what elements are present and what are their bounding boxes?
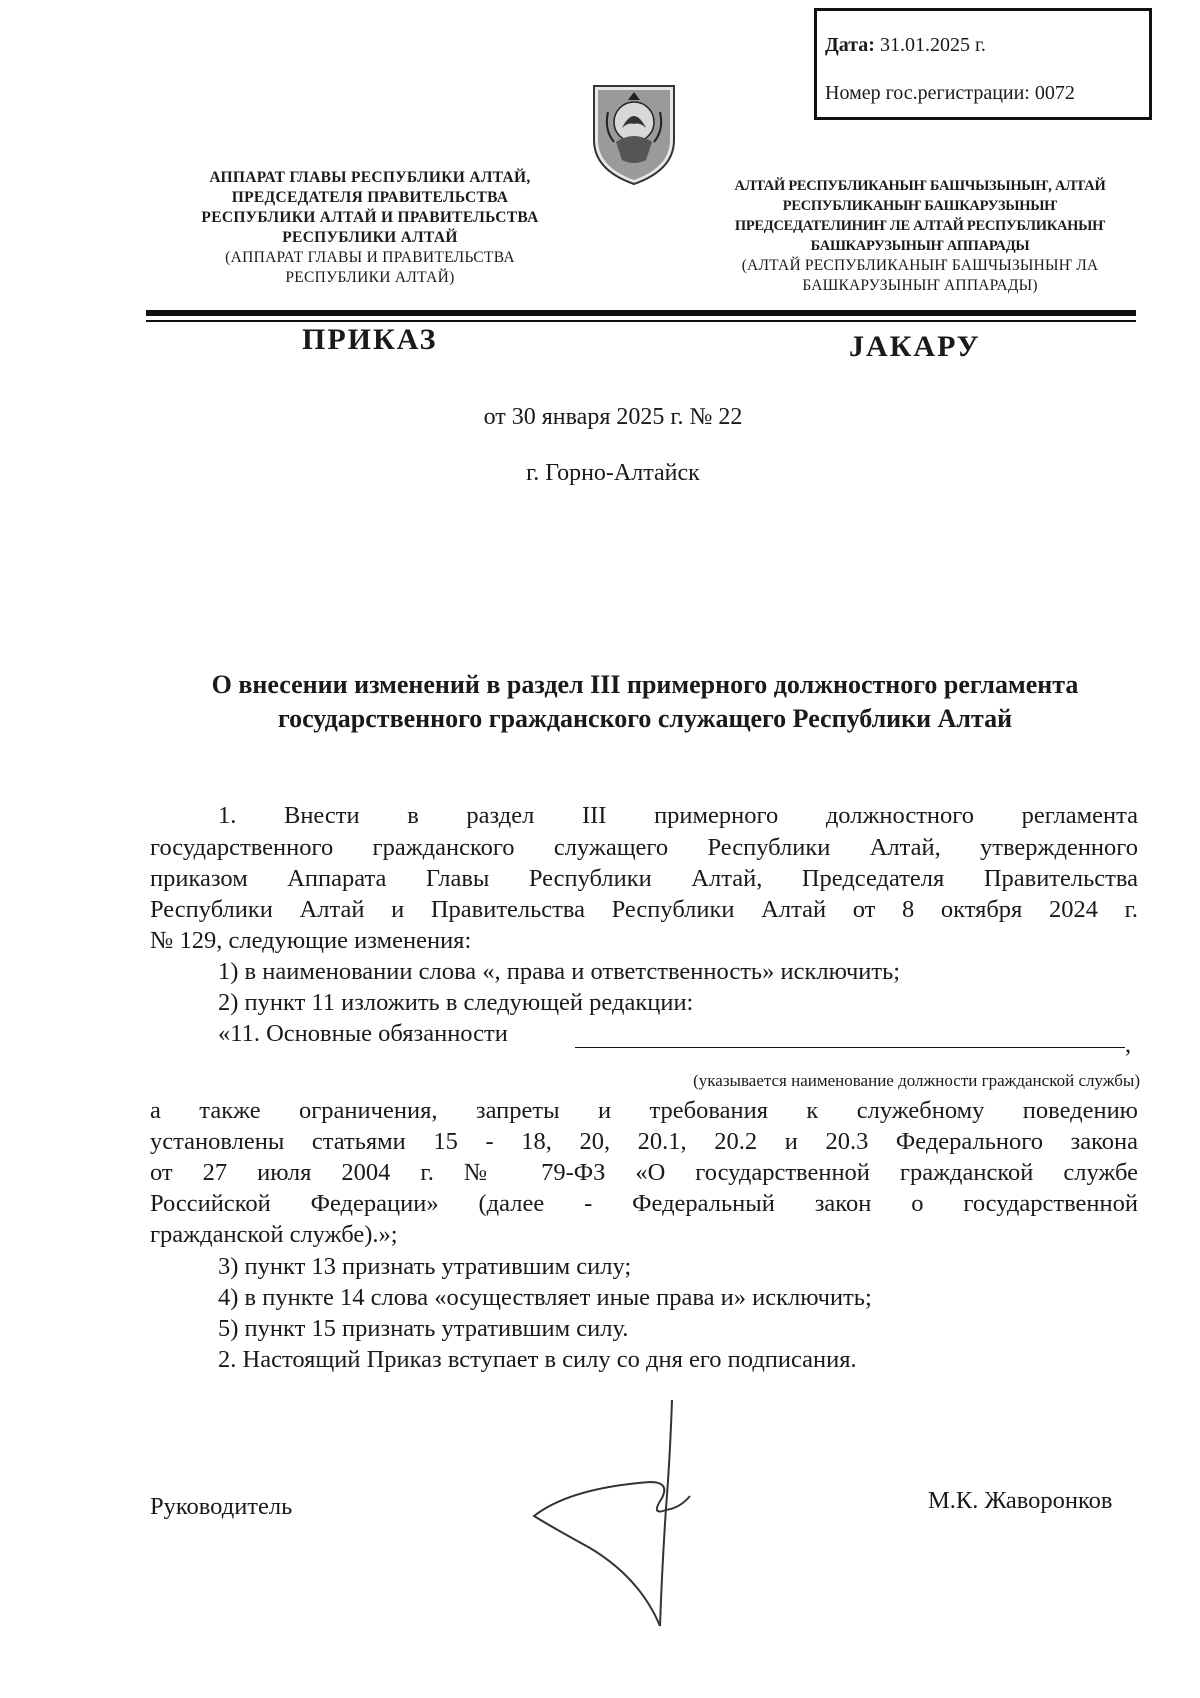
registration-date-label: Дата: [825, 34, 875, 56]
header-right-line: БАШКАРУЗЫНЫҤ АППАРАДЫ) [802, 277, 1038, 294]
registration-stamp [814, 8, 1152, 120]
altai-republic-emblem-icon [588, 82, 680, 186]
header-issuer-russian [150, 168, 590, 288]
header-divider-thin [146, 320, 1136, 322]
body-word: раздел [466, 802, 535, 829]
body-word: должностного [825, 802, 974, 829]
registration-number-label: Номер гос.регистрации: [825, 82, 1030, 104]
order-city: г. Горно-Алтайск [526, 460, 700, 486]
signatory-name: М.К. Жаворонков [928, 1487, 1113, 1514]
doc-type-russian: ПРИКАЗ [302, 323, 438, 356]
position-name-blank-field [575, 1047, 1125, 1048]
registration-number [825, 81, 1075, 105]
body-word: регламента [1021, 802, 1138, 829]
header-divider [146, 310, 1136, 316]
list-item: 5) пункт 15 признать утратившим силу. [218, 1315, 629, 1342]
header-left-line: АППАРАТ ГЛАВЫ РЕСПУБЛИКИ АЛТАЙ, [209, 169, 531, 186]
header-right-line: ПРЕДСЕДАТЕЛИНИҤ ЛЕ АЛТАЙ РЕСПУБЛИКАНЫҤ [734, 218, 1106, 234]
body-line: от 27 июля 2004 г. № 79-ФЗ «О государственной гражданской службе [150, 1159, 1138, 1186]
doc-type-altai: ЈАКАРУ [849, 330, 981, 363]
order-title [150, 668, 1140, 736]
header-left-line: РЕСПУБЛИКИ АЛТАЙ) [285, 269, 455, 286]
body-word: примерного [654, 802, 779, 829]
body-line: Республики Алтай и Правительства Республики Алтай от 8 октября 2024 г. [150, 896, 1138, 923]
body-word: Внести [283, 802, 360, 829]
list-item: 1) в наименовании слова «, права и ответственность» исключить; [218, 958, 901, 985]
body-line: установлены статьями 15 - 18, 20, 20.1, 20.2 и 20.3 Федерального закона [150, 1128, 1138, 1155]
header-issuer-altai [700, 176, 1140, 296]
position-name-hint: (указывается наименование должности гражданской службы) [693, 1071, 1140, 1090]
registration-date [825, 33, 986, 57]
body-paragraph-2: 2. Настоящий Приказ вступает в силу со дня его подписания. [218, 1346, 857, 1373]
body-line: приказом Аппарата Главы Республики Алтай, Председателя Правительства [150, 865, 1138, 892]
header-right-line: БАШКАРУЗЫНЫҤ АППАРАДЫ [810, 238, 1030, 254]
order-title-line: О внесении изменений в раздел III примерного должностного регламента [211, 670, 1079, 699]
body-line: гражданской службе).»; [150, 1221, 398, 1248]
body-line: а также ограничения, запреты и требования к служебному поведению [150, 1097, 1138, 1124]
quote-comma: , [1125, 1032, 1131, 1058]
order-date-number: от 30 января 2025 г. № 22 [483, 404, 743, 430]
header-right-line: (АЛТАЙ РЕСПУБЛИКАНЫҤ БАШЧЫЗЫНЫҤ ЛА [741, 257, 1099, 274]
body-line: государственного гражданского служащего Республики Алтай, утвержденного [150, 834, 1138, 861]
body-word: III [581, 802, 607, 829]
header-left-line: ПРЕДСЕДАТЕЛЯ ПРАВИТЕЛЬСТВА [231, 189, 509, 206]
signatory-role: Руководитель [150, 1493, 293, 1520]
handwritten-signature [530, 1398, 730, 1628]
body-line: Российской Федерации» (далее - Федеральный закон о государственной [150, 1190, 1138, 1217]
list-item: 3) пункт 13 признать утратившим силу; [218, 1253, 632, 1280]
header-left-line: РЕСПУБЛИКИ АЛТАЙ [282, 229, 458, 246]
list-item: 4) в пункте 14 слова «осуществляет иные права и» исключить; [218, 1284, 872, 1311]
order-title-line: государственного гражданского служащего Республики Алтай [277, 704, 1013, 733]
body-line: № 129, следующие изменения: [150, 927, 472, 954]
header-right-line: РЕСПУБЛИКАНЫҤ БАШКАРУЗЫНЫҤ [782, 198, 1058, 214]
body-word: в [407, 802, 419, 829]
header-left-line: РЕСПУБЛИКИ АЛТАЙ И ПРАВИТЕЛЬСТВА [201, 209, 539, 226]
body-paragraph-1-first-line [150, 800, 1138, 831]
quote-start: «11. Основные обязанности [218, 1020, 508, 1047]
list-item: 2) пункт 11 изложить в следующей редакции: [218, 989, 694, 1016]
registration-number-value: 0072 [1034, 82, 1075, 104]
header-right-line: АЛТАЙ РЕСПУБЛИКАНЫҤ БАШЧЫЗЫНЫҤ, АЛТАЙ [734, 178, 1106, 194]
body-word: 1. [218, 802, 237, 829]
registration-date-value: 31.01.2025 г. [879, 34, 986, 56]
header-left-line: (АППАРАТ ГЛАВЫ И ПРАВИТЕЛЬСТВА [225, 249, 515, 266]
